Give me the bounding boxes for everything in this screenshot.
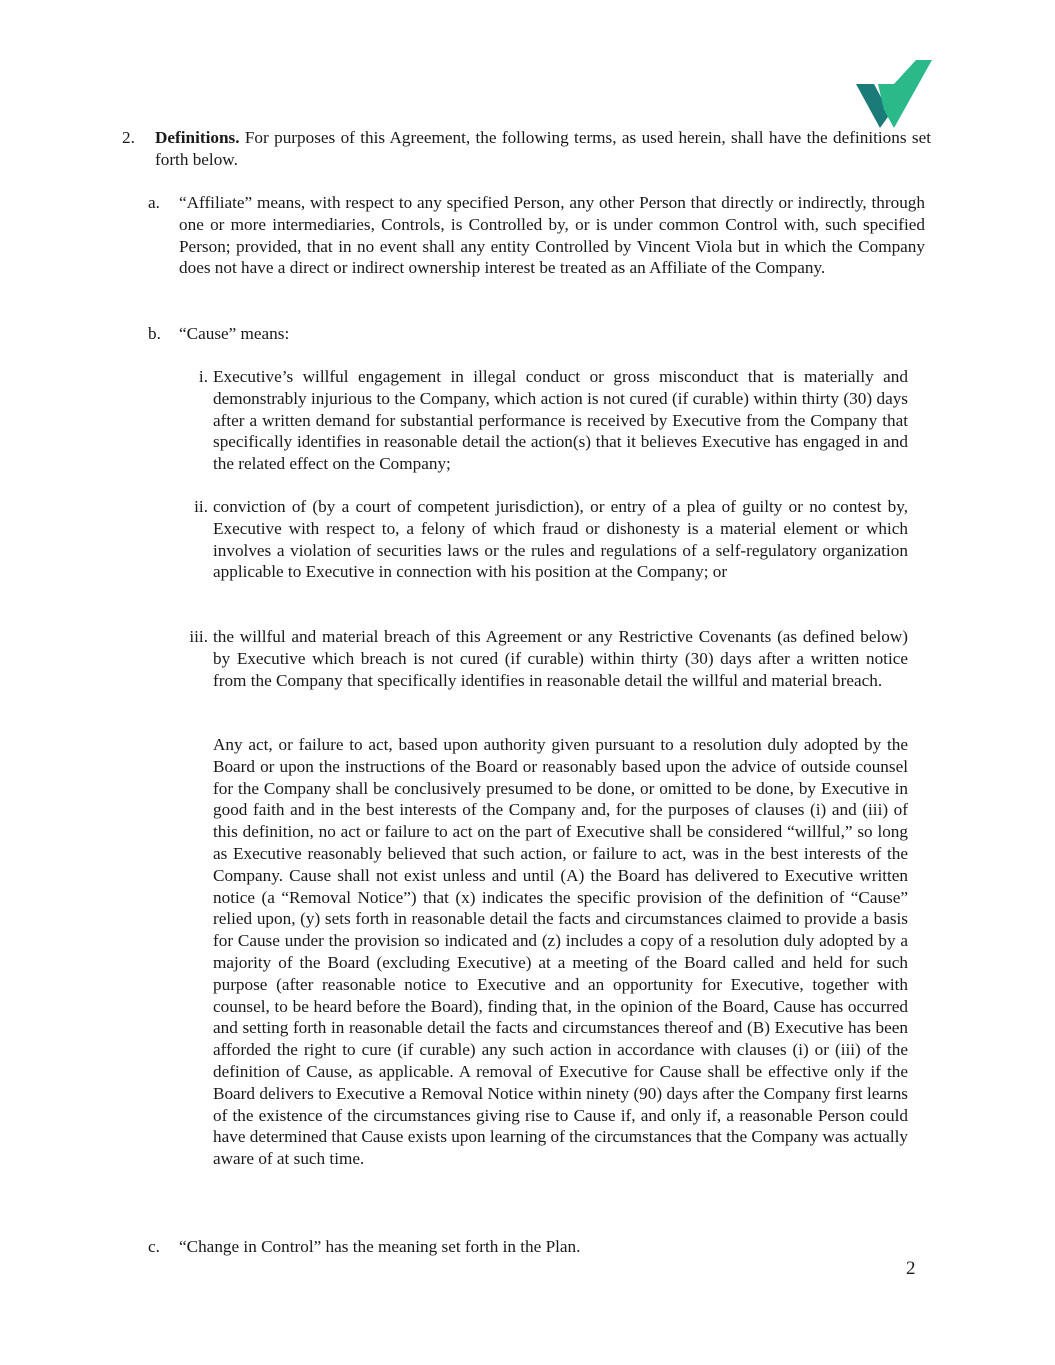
item-a-affiliate: “Affiliate” means, with respect to any specified Person, any other Person that directly or indirectly, through one or more intermediaries, Controls, is Controlled by, or is under common Control with, such specified Person; provided, that in no event shall any entity Controlled by Vincent Viola but in which the Company does not have a direct or indirect ownership interest be treated as an Affiliate of the Company. <box>179 193 925 278</box>
item-b-ii-text: conviction of (by a court of competent jurisdiction), or entry of a plea of guilty or no contest by, Executive with respect to, a felony of which fraud or dishonesty is a material element or which involves a violation of securities laws or the rules and regulations of a self-regulatory organization applicable to Executive in connection with his position at the Company; or <box>213 497 908 582</box>
page-number: 2 <box>906 1258 916 1279</box>
item-b-iii-text: the willful and material breach of this Agreement or any Restrictive Covenants (as defined below) by Executive which breach is not cured (if curable) within thirty (30) days after a written notice from the Company that specifically identifies in reasonable detail the willful and material breach. <box>213 627 908 690</box>
section-number: 2. <box>122 128 135 147</box>
item-b-ii-label: ii. <box>194 497 208 516</box>
company-logo <box>856 60 932 128</box>
item-b-label: b. <box>148 324 161 343</box>
item-b-iii-label: iii. <box>189 627 208 646</box>
section-heading: Definitions. <box>155 128 240 147</box>
item-c-label: c. <box>148 1237 160 1256</box>
item-c-change-in-control: “Change in Control” has the meaning set forth in the Plan. <box>179 1237 581 1256</box>
item-b-i-label: i. <box>198 367 208 386</box>
cause-paragraph: Any act, or failure to act, based upon authority given pursuant to a resolution duly adopted by the Board or upon the instructions of the Board or reasonably based upon the advice of outside counsel for the Company shall be conclusively presumed to be done, or omitted to be done, by Executive in good faith and in the best interests of the Company and, for the purposes of clauses (i) and (iii) of this definition, no act or failure to act on the part of Executive shall be considered “willful,” so long as Executive reasonably believed that such action, or failure to act, was in the best interests of the Company. Cause shall not exist unless and until (A) the Board has delivered to Executive written notice (a “Removal Notice”) that (x) indicates the specific provision of the definition of “Cause” relied upon, (y) sets forth in reasonable detail the facts and circumstances claimed to provide a basis for Cause under the provision so indicated and (z) includes a copy of a resolution duly adopted by a majority of the Board (excluding Executive) at a meeting of the Board called and held for such purpose (after reasonable notice to Executive and an opportunity for Executive, together with counsel, to be heard before the Board), finding that, in the opinion of the Board, Cause has occurred and setting forth in reasonable detail the facts and circumstances thereof and (B) Executive has been afforded the right to cure (if curable) any such action in accordance with clauses (i) or (iii) of the definition of Cause, as applicable. A removal of Executive for Cause shall be effective only if the Board delivers to Executive a Removal Notice within ninety (90) days after the Company first learns of the existence of the circumstances giving rise to Cause if, and only if, a reasonable Person could have determined that Cause exists upon learning of the circumstances that the Company was actually aware of at such time. <box>213 735 908 1169</box>
item-b-i-text: Executive’s willful engagement in illegal conduct or gross misconduct that is materially and demonstrably injurious to the Company, which action is not cured (if curable) within thirty (30) days after a written demand for substantial performance is received by Executive from the Company that specifically identifies in reasonable detail the action(s) that it believes Executive has engaged in and the related effect on the Company; <box>213 367 908 474</box>
section-intro: For purposes of this Agreement, the following terms, as used herein, shall have the definitions set forth below. <box>155 128 931 169</box>
section-definitions <box>155 127 931 171</box>
item-b-cause: “Cause” means: <box>179 324 290 343</box>
item-a-label: a. <box>148 193 160 212</box>
